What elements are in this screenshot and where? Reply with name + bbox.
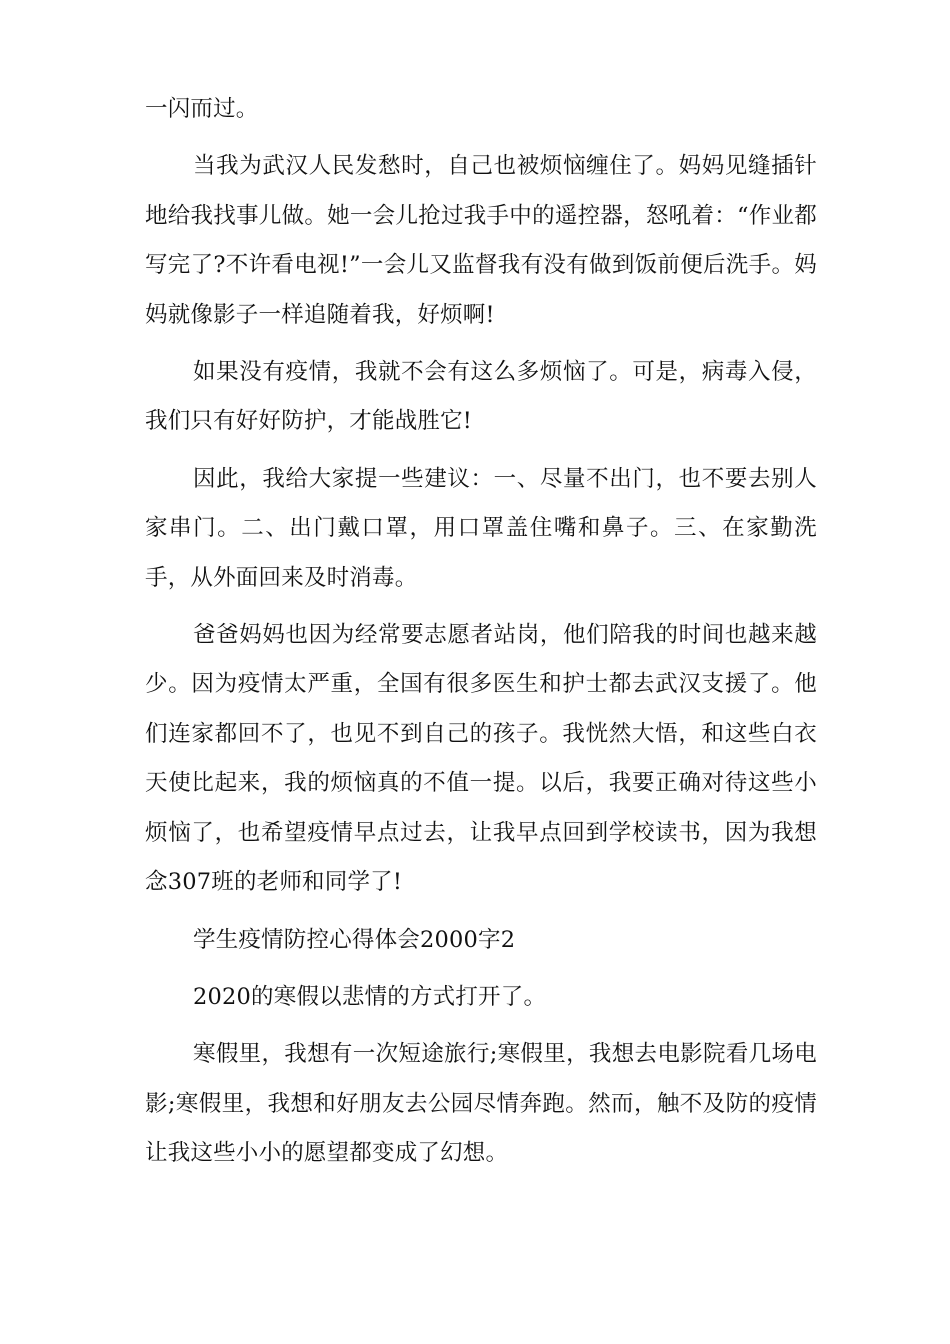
- paragraph-parents: 爸爸妈妈也因为经常要志愿者站岗，他们陪我的时间也越来越少。因为疫情太严重，全国有很多医生和护士都去武汉支援了。他们连家都回不了，也见不到自己的孩子。我恍然大悟，和这些白衣天使比起来，我的烦恼真的不值一提。以后，我要正确对待这些小烦恼了，也希望疫情早点过去，让我早点回到学校读书，因为我想念307班的老师和同学了!: [145, 622, 817, 896]
- paragraph-worries: 当我为武汉人民发愁时，自己也被烦恼缠住了。妈妈见缝插针地给我找事儿做。她一会儿抢过我手中的遥控器，怒吼着：“作业都写完了?不许看电视!”一会儿又监督我有没有做到饭前便后洗手。妈妈就像影子一样追随着我，好烦啊!: [145, 153, 817, 328]
- paragraph-winter-break: 2020的寒假以悲情的方式打开了。: [193, 983, 547, 1010]
- paragraph-epidemic: 如果没有疫情，我就不会有这么多烦恼了。可是，病毒入侵，我们只有好好防护，才能战胜它!: [145, 359, 817, 435]
- paragraph-wishes: 寒假里，我想有一次短途旅行;寒假里，我想去电影院看几场电影;寒假里，我想和好朋友去公园尽情奔跑。然而，触不及防的疫情让我这些小小的愿望都变成了幻想。: [145, 1041, 817, 1167]
- section-heading: 学生疫情防控心得体会2000字2: [193, 926, 516, 953]
- document-page: [145, 85, 817, 1187]
- paragraph-suggestions: 因此，我给大家提一些建议：一、尽量不出门，也不要去别人家串门。二、出门戴口罩，用口罩盖住嘴和鼻子。三、在家勤洗手，从外面回来及时消毒。: [145, 465, 817, 591]
- paragraph-continuation: 一闪而过。: [145, 96, 259, 122]
